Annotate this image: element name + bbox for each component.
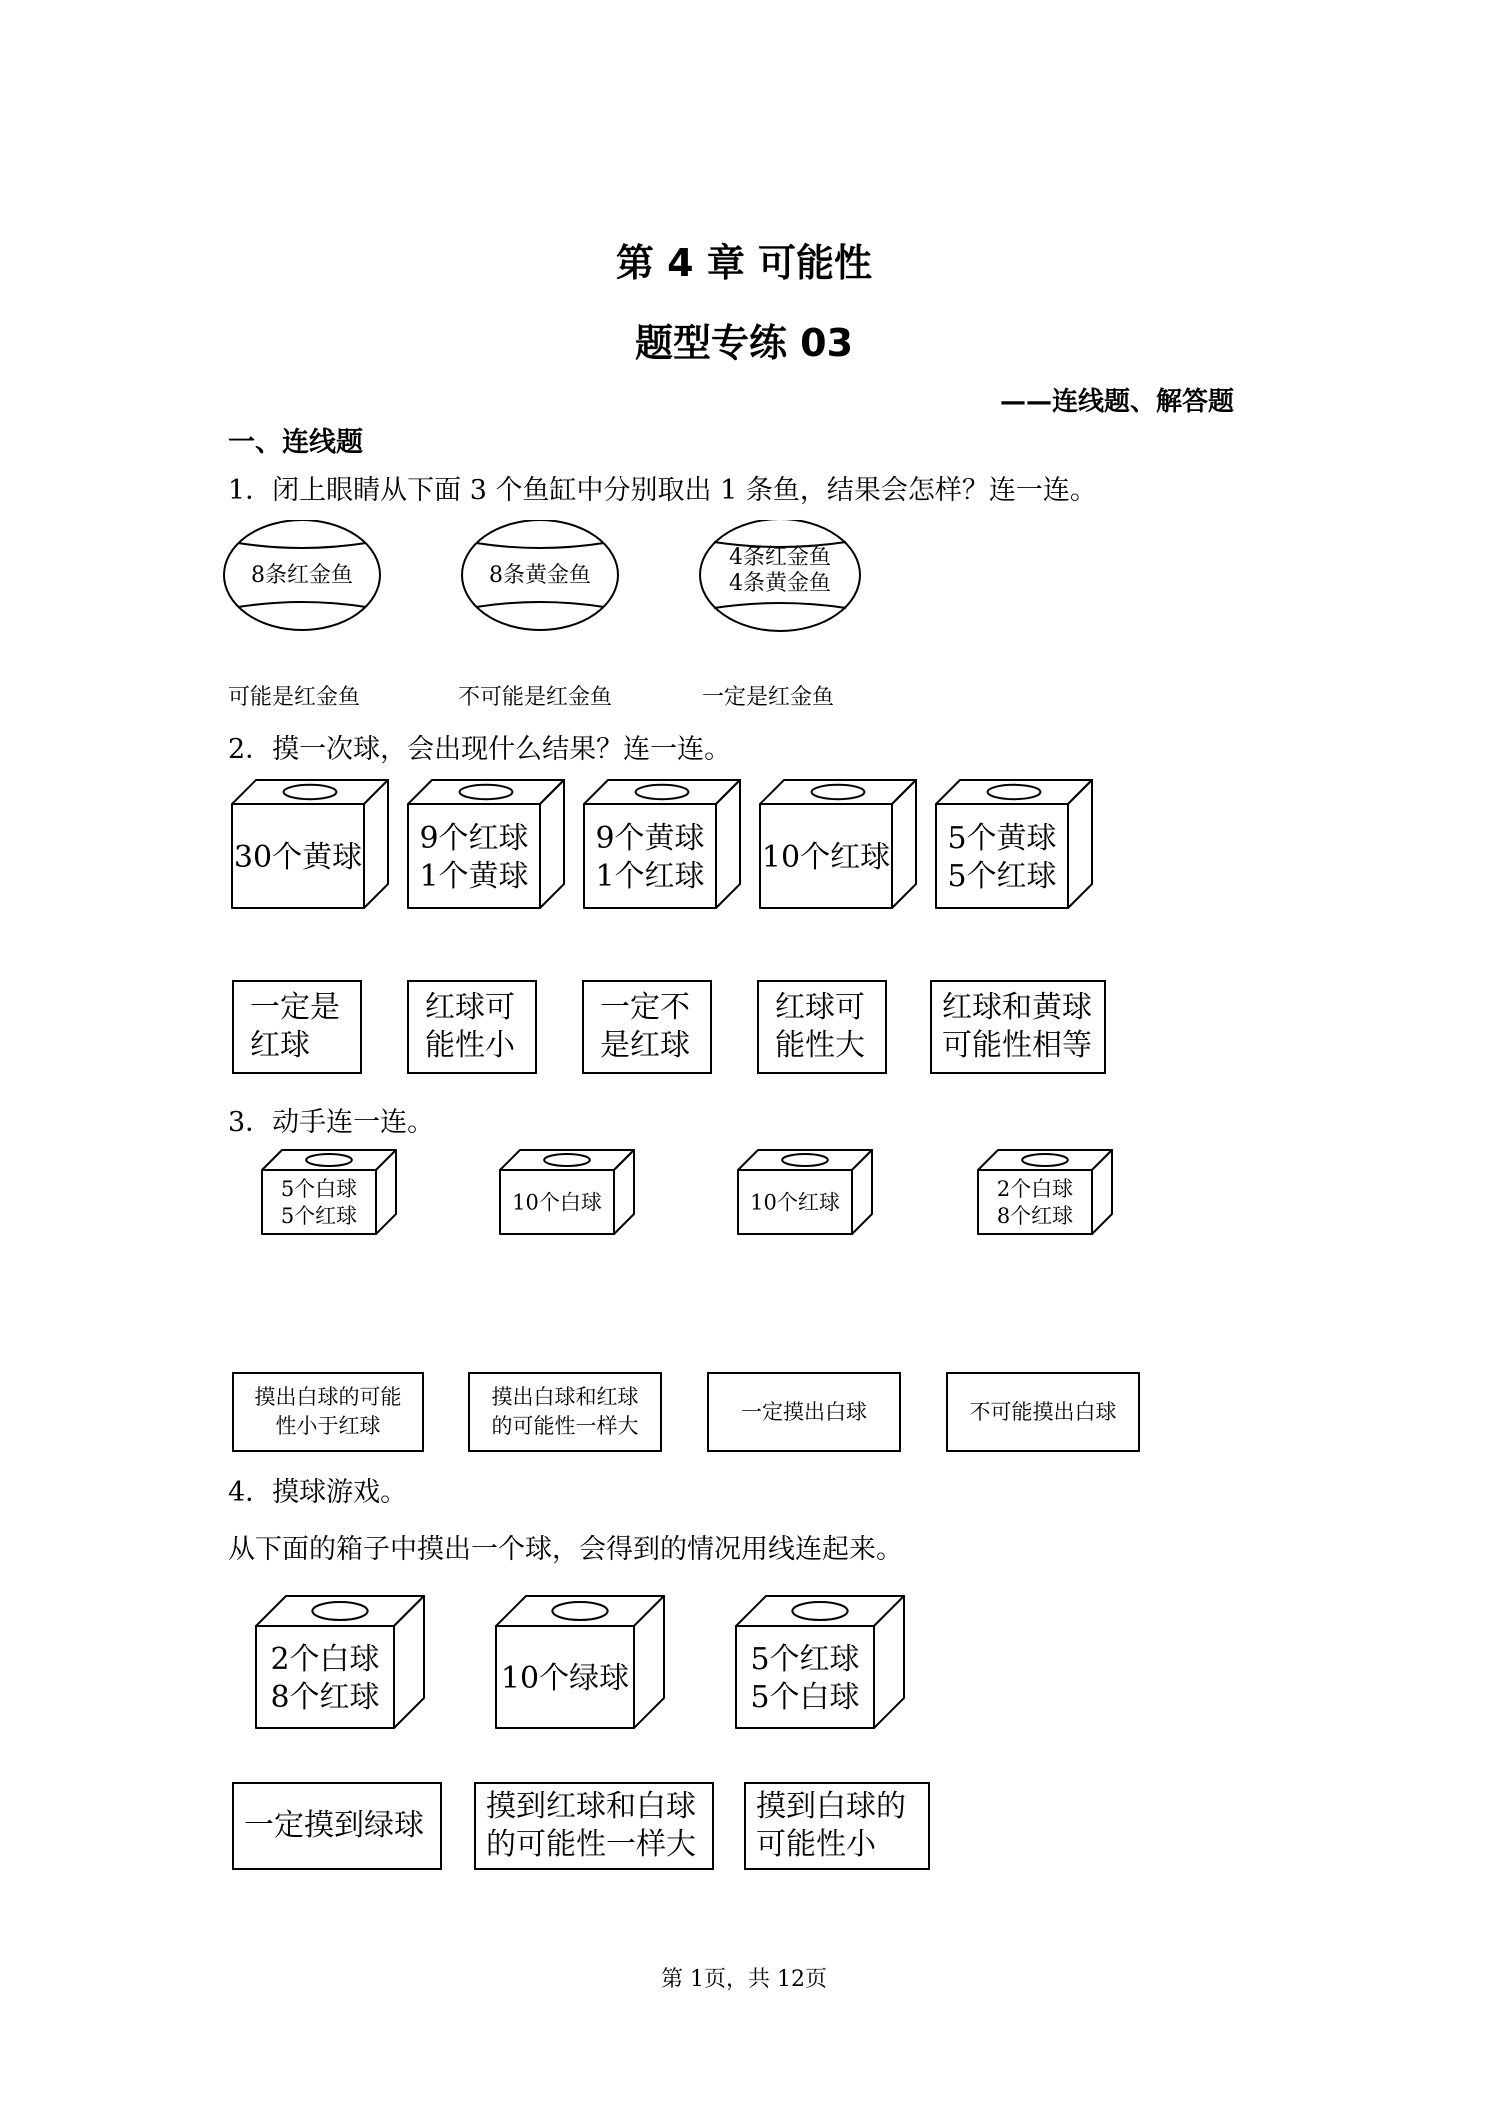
- q1-prompt: 1．闭上眼睛从下面 3 个鱼缸中分别取出 1 条鱼，结果会怎样？连一连。: [228, 475, 1097, 506]
- q2-option-3: 一定不 是红球: [582, 980, 712, 1074]
- q2-option-5: 红球和黄球 可能性相等: [930, 980, 1106, 1074]
- q3-box-3-label: 10个红球: [750, 1190, 840, 1215]
- fish-bowl-2-label: 8条黄金鱼: [489, 563, 591, 588]
- q3-box-3: [738, 1150, 872, 1234]
- q2-box-1: [232, 780, 388, 908]
- q2-box-3-label: 9个黄球 1个红球: [595, 820, 705, 894]
- q1-option-3: 一定是红金鱼: [702, 685, 835, 710]
- q2-option-2: 红球可 能性小: [407, 980, 537, 1074]
- fish-bowl-3-label: 4条红金鱼 4条黄金鱼: [729, 545, 831, 596]
- q4-box-1: [256, 1596, 424, 1728]
- q3-option-1: 摸出白球的可能 性小于红球: [232, 1372, 424, 1452]
- q2-box-2: [408, 780, 564, 908]
- q4-box-2: [496, 1596, 664, 1728]
- q2-option-4: 红球可 能性大: [757, 980, 887, 1074]
- q2-box-5: [936, 780, 1092, 908]
- q4-option-1: 一定摸到绿球: [232, 1782, 442, 1870]
- fish-bowl-2: [462, 520, 618, 630]
- fish-bowl-3: [700, 520, 860, 631]
- q4-prompt: 4．摸球游戏。: [228, 1477, 408, 1508]
- q3-box-4: [978, 1150, 1112, 1234]
- q2-ball-boxes: [230, 778, 1130, 914]
- q1-option-2: 不可能是红金鱼: [458, 685, 613, 710]
- topic-label: ——连线题、解答题: [1000, 387, 1235, 417]
- q2-box-3: [584, 780, 740, 908]
- q2-box-4-label: 10个红球: [761, 839, 891, 875]
- q3-box-1: [262, 1150, 396, 1234]
- fish-bowl-1: [224, 520, 380, 630]
- q4-box-3-label: 5个红球 5个白球: [750, 1641, 860, 1715]
- q4-box-1-label: 2个白球 8个红球: [270, 1641, 380, 1715]
- q3-option-2: 摸出白球和红球 的可能性一样大: [468, 1372, 662, 1452]
- q1-option-1: 可能是红金鱼: [228, 685, 361, 710]
- q3-box-2: [500, 1150, 634, 1234]
- page-number: 第 1页，共 12页: [661, 1967, 827, 1992]
- q3-box-4-label: 2个白球 8个红球: [996, 1177, 1074, 1229]
- section-heading: 一、连线题: [228, 427, 363, 458]
- q4-instruction: 从下面的箱子中摸出一个球，会得到的情况用线连起来。: [228, 1534, 903, 1565]
- q2-box-4: [760, 780, 916, 908]
- q3-ball-boxes: [256, 1148, 1156, 1238]
- fish-bowls: [220, 520, 900, 640]
- q2-option-1: 一定是 红球: [232, 980, 362, 1074]
- q3-option-4: 不可能摸出白球: [946, 1372, 1140, 1452]
- q4-box-2-label: 10个绿球: [500, 1660, 630, 1696]
- page-subtitle: 题型专练 03: [634, 321, 854, 365]
- q3-option-3: 一定摸出白球: [707, 1372, 901, 1452]
- q2-box-1-label: 30个黄球: [233, 839, 363, 875]
- q3-prompt: 3．动手连一连。: [228, 1107, 435, 1138]
- q2-box-5-label: 5个黄球 5个红球: [947, 820, 1057, 894]
- q4-option-2: 摸到红球和白球 的可能性一样大: [474, 1782, 714, 1870]
- q4-ball-boxes: [254, 1594, 974, 1734]
- q4-option-3: 摸到白球的 可能性小: [744, 1782, 930, 1870]
- q2-box-2-label: 9个红球 1个黄球: [419, 820, 529, 894]
- fish-bowl-1-label: 8条红金鱼: [251, 563, 353, 588]
- page-title: 第 4 章 可能性: [615, 241, 873, 285]
- q3-box-1-label: 5个白球 5个红球: [280, 1177, 358, 1229]
- q4-box-3: [736, 1596, 904, 1728]
- q2-prompt: 2．摸一次球，会出现什么结果？连一连。: [228, 734, 732, 765]
- q3-box-2-label: 10个白球: [512, 1190, 602, 1215]
